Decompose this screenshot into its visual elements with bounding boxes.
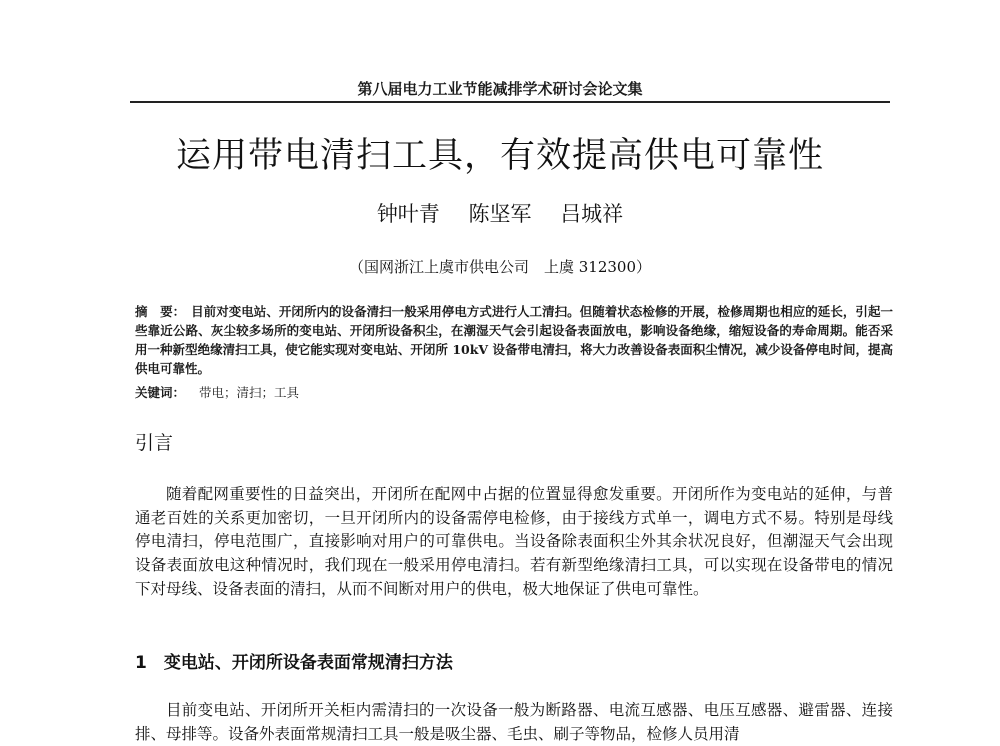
keywords-label: 关键词： <box>135 385 186 400</box>
author-list <box>0 198 1000 228</box>
keywords-text: 带电；清扫；工具 <box>199 385 300 400</box>
keywords <box>135 383 893 402</box>
affiliation: （国网浙江上虞市供电公司 上虞 312300） <box>348 258 652 276</box>
proceedings-header: 第八届电力工业节能减排学术研讨会论文集 <box>357 80 643 98</box>
author-name: 钟叶青 <box>376 202 440 226</box>
abstract-label: 摘 要： <box>135 304 186 319</box>
author-name: 陈坚军 <box>468 202 532 226</box>
abstract <box>135 302 893 378</box>
section-1-paragraph: 目前变电站、开闭所开关柜内需清扫的一次设备一般为断路器、电流互感器、电压互感器、避雷器、连接排、母排等。设备外表面常规清扫工具一般是吸尘器、毛虫、刷子等物品，检修人员用清 <box>135 701 893 743</box>
abstract-text: 目前对变电站、开闭所内的设备清扫一般采用停电方式进行人工清扫。但随着状态检修的开展，检修周期也相应的延长，引起一些靠近公路、灰尘较多场所的变电站、开闭所设备积尘，在潮湿天气会引起设备表面放电，影响设备绝缘，缩短设备的寿命周期。能否采用一种新型绝缘清扫工具，使它能实现对变电站、开闭所 10kV 设备带电清扫，将大力改善设备表面积尘情况，减少设备停电时间，提高供电可靠性。 <box>135 304 893 376</box>
header-rule <box>130 101 890 103</box>
section-heading-1: 1 变电站、开闭所设备表面常规清扫方法 <box>135 653 453 673</box>
author-name: 吕城祥 <box>560 202 624 226</box>
intro-paragraph: 随着配网重要性的日益突出，开闭所在配网中占据的位置显得愈发重要。开闭所作为变电站的延伸，与普通老百姓的关系更加密切，一旦开闭所内的设备需停电检修，由于接线方式单一，调电方式不易。特别是母线停电清扫，停电范围广，直接影响对用户的可靠供电。当设备除表面积尘外其余状况良好，但潮湿天气会出现设备表面放电这种情况时，我们现在一般采用停电清扫。若有新型绝缘清扫工具，可以实现在设备带电的情况下对母线、设备表面的清扫，从而不间断对用户的供电，极大地保证了供电可靠性。 <box>135 485 893 598</box>
section-heading-intro: 引言 <box>135 432 174 454</box>
paper-title: 运用带电清扫工具，有效提高供电可靠性 <box>175 136 824 176</box>
